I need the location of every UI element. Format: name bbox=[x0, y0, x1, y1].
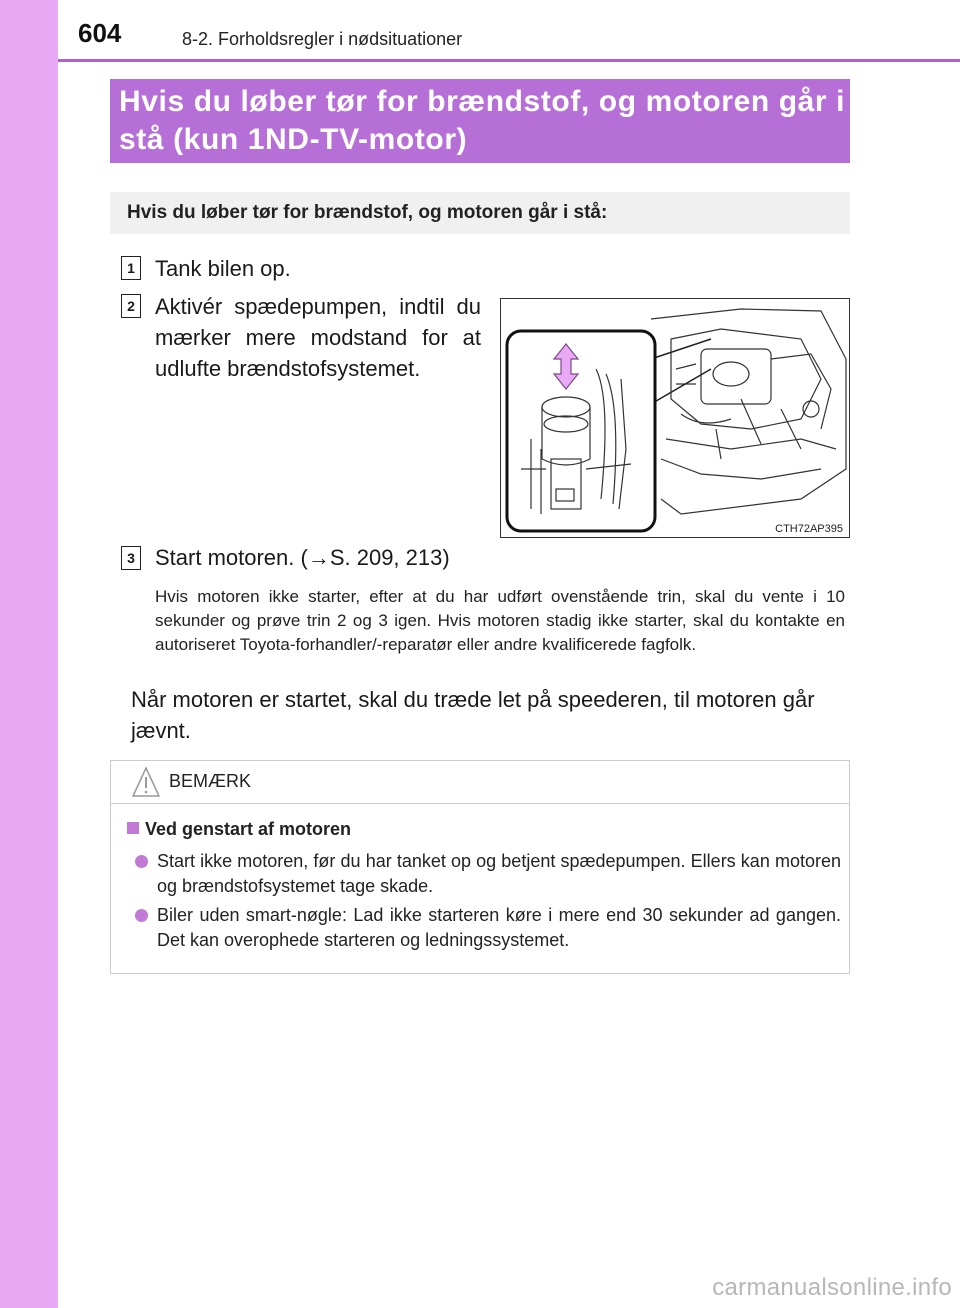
notice-title: BEMÆRK bbox=[169, 771, 252, 791]
engine-illustration bbox=[500, 298, 850, 538]
notice-subheading bbox=[127, 819, 351, 840]
figure-code: CTH72AP395 bbox=[775, 523, 843, 535]
step-3-note: Hvis motoren ikke starter, efter at du har udført ovenstående trin, skal du vente i 10 sekunder og prøve trin 2 og 3 igen. Hvis motoren stadig ikke starter, skal du kontakte en autoriseret Toyota-forhandler/-reparatør eller andre kvalificerede fagfolk. bbox=[155, 587, 845, 654]
step-number-2: 2 bbox=[121, 294, 141, 318]
square-bullet-icon bbox=[127, 822, 139, 834]
step-number-1: 1 bbox=[121, 256, 141, 280]
notice-box bbox=[110, 760, 850, 974]
step-text-1: Tank bilen op. bbox=[155, 256, 291, 281]
page-number: 604 bbox=[78, 18, 122, 48]
notice-subheading-text: Ved genstart af motoren bbox=[145, 819, 352, 839]
subheading-box: Hvis du løber tør for brændstof, og motoren går i stå: bbox=[110, 192, 850, 234]
notice-header bbox=[111, 761, 849, 804]
header-divider bbox=[58, 59, 960, 62]
engine-diagram-image bbox=[501, 299, 849, 537]
watermark: carmanualsonline.info bbox=[712, 1274, 952, 1301]
notice-bullet-text-1: Start ikke motoren, før du har tanket op og betjent spædepumpen. Ellers kan motoren og brændstofsystemet tage skade. bbox=[157, 851, 841, 896]
step-text-2: Aktivér spædepumpen, indtil du mærker mere modstand for at udlufte brændstofsystemet. bbox=[155, 294, 481, 381]
after-start-paragraph: Når motoren er startet, skal du træde let på speederen, til motoren går jævnt. bbox=[131, 687, 815, 743]
section-label: 8-2. Forholdsregler i nødsituationer bbox=[182, 29, 463, 49]
page-title: Hvis du løber tør for brændstof, og motoren går i stå (kun 1ND-TV-motor) bbox=[110, 79, 850, 163]
step-text-3: Start motoren. (→S. 209, 213) bbox=[155, 545, 450, 570]
step-number-3: 3 bbox=[121, 546, 141, 570]
notice-bullet-1 bbox=[133, 849, 841, 899]
round-bullet-icon bbox=[135, 855, 148, 868]
notice-bullet-text-2: Biler uden smart-nøgle: Lad ikke starteren køre i mere end 30 sekunder ad gangen. Det kan overophede starteren og ledningssystemet. bbox=[157, 905, 841, 950]
warning-triangle-icon bbox=[131, 766, 161, 798]
round-bullet-icon bbox=[135, 909, 148, 922]
notice-bullet-2 bbox=[133, 903, 841, 953]
left-color-strip bbox=[0, 0, 58, 1308]
